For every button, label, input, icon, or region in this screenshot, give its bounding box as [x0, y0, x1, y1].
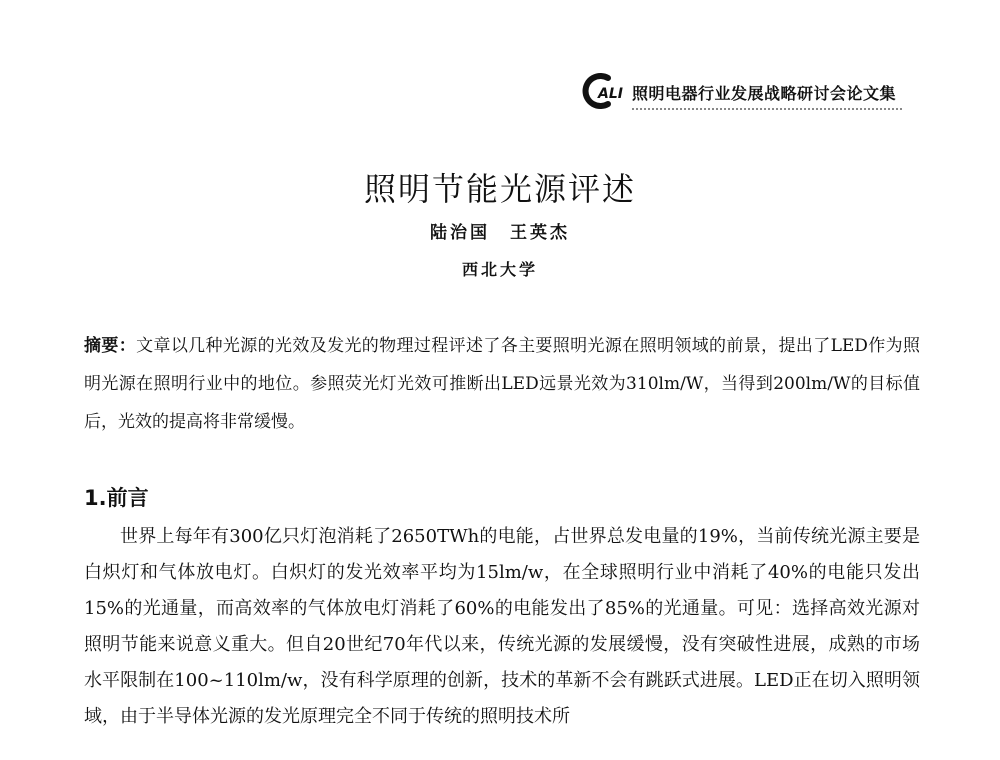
- svg-text:ALI: ALI: [598, 86, 623, 102]
- paper-affiliation: 西北大学: [461, 260, 538, 279]
- abstract-text: 文章以几种光源的光效及发光的物理过程评述了各主要照明光源在照明领域的前景，提出了LED作为照明光源在照明行业中的地位。参照荧光灯光效可推断出LED远景光效为310lm/W，当得到200lm/W的目标值后，光效的提高将非常缓慢。: [84, 336, 921, 432]
- header-rule: [632, 108, 902, 111]
- paper-authors: 陆治国 王英杰: [430, 223, 570, 243]
- section-heading: 1.前言: [84, 486, 149, 510]
- journal-title: 照明电器行业发展战略研讨会论文集: [632, 84, 897, 103]
- body-paragraph: 世界上每年有300亿只灯泡消耗了2650TWh的电能，占世界总发电量的19%，当前传统光源主要是白炽灯和气体放电灯。白炽灯的发光效率平均为15lm/w，在全球照明行业中消耗了40%的电能只发出15%的光通量，而高效率的气体放电灯消耗了60%的电能发出了85%的光通量。可见：选择高效光源对照明节能来说意义重大。但自20世纪70年代以来，传统光源的发展缓慢，没有突破性进展，成熟的市场水平限制在100~110lm/w，没有科学原理的创新，技术的革新不会有跳跃式进展。LED正在切入照明领域，由于半导体光源的发光原理完全不同于传统的照明技术所: [84, 526, 920, 727]
- paper-title: 照明节能光源评述: [363, 170, 636, 208]
- cali-logo: [582, 72, 626, 110]
- cali-logo-mark: [582, 72, 626, 110]
- abstract-label: 摘要：: [84, 336, 137, 356]
- abstract: [84, 327, 920, 441]
- journal-header: [582, 70, 952, 114]
